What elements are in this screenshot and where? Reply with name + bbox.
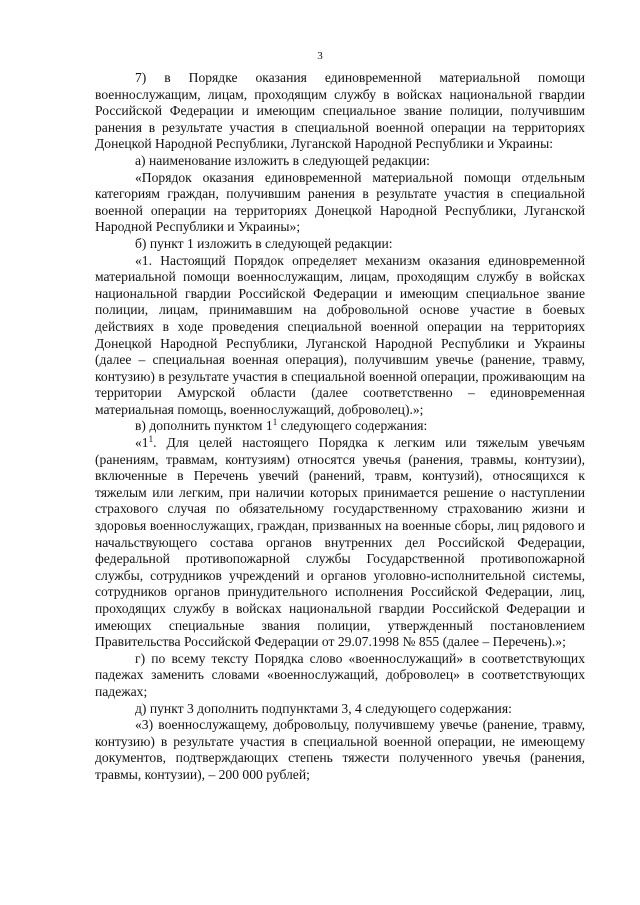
paragraph-subitem-b: б) пункт 1 изложить в следующей редакции: xyxy=(135,235,393,251)
page-number: 3 xyxy=(317,50,323,62)
point-1-1-number: «1 xyxy=(135,435,149,451)
paragraph-subitem-g: г) по всему тексту Порядка слово «военнослужащий» в соответствующих падежах заменить словами «военнослужащий, доброволец» в соответствующих падежах; xyxy=(95,650,585,699)
subitem-v-text-end: следующего содержания: xyxy=(277,418,428,434)
point-1-1-superscript: 1 xyxy=(148,434,154,445)
paragraph-quote-title: «Порядок оказания единовременной материальной помощи отдельным категориям граждан, получившим ранения в результате участия в специальной военной операции на территориях Донецкой Народной Республики, Луганской Народной Республики и Украины»; xyxy=(95,169,585,235)
paragraph-quote-point-1-1 xyxy=(95,435,585,651)
paragraph-quote-point-1: «1. Настоящий Порядок определяет механизм оказания единовременной материальной помощи военнослужащим, лицам, проходящим службу в войсках национальной гвардии Российской Федерации и имеющим специальное звание полиции, лицам, принимавшим на добровольной основе участие в боевых действиях в ходе проведения специальной военной операции на территориях Донецкой Народной Республики, Луганской Народной Республики и Украины (далее – специальная военная операция), получившим увечье (ранение, травму, контузию) в результате участия в специальной военной операции, проживающим на территории Амурской области (далее соответственно – единовременная материальная помощь, военнослужащий, доброволец).»; xyxy=(95,252,585,417)
paragraph-quote-subpoint-3: «3) военнослужащему, добровольцу, получившему увечье (ранение, травму, контузию) в результате участия в специальной военной операции, не имеющему документов, подтверждающих степень тяжести полученного увечья (ранения, травмы, контузии), – 200 000 рублей; xyxy=(95,717,585,782)
point-1-1-text: . Для целей настоящего Порядка к легким или тяжелым увечьям (ранениям, травмам, контузиям) относятся увечья (ранения, травмы, контузии), включенные в Перечень увечий (ранений, травм, контузий), относящихся к тяжелым или легким, при наличии которых принимается решение о наступлении страхового случая по обязательному государственному страхованию жизни и здоровья военнослужащих, граждан, призванных на военные сборы, лиц рядового и начальствующего состава органов внутренних дел Российской Федерации, федеральной противопожарной службы Государственной противопожарной службы, сотрудников учреждений и органов уголовно-исполнительной системы, сотрудников органов принудительного исполнения Российской Федерации, лиц, проходящих службу в войсках национальной гвардии Российской Федерации и имеющих специальные звания полиции, утвержденный постановлением Правительства Российской Федерации от 29.07.1998 № 855 (далее – Перечень).»; xyxy=(95,435,585,650)
paragraph-subitem-a: а) наименование изложить в следующей редакции: xyxy=(135,152,430,168)
paragraph-item-7: 7) в Порядке оказания единовременной материальной помощи военнослужащим, лицам, проходящим службу в войсках национальной гвардии Российской Федерации и имеющим специальное звание полиции, получившим ранения в результате участия в специальной военной операции на территориях Донецкой Народной Республики, Луганской Народной Республики и Украины: xyxy=(95,70,585,152)
paragraph-subitem-v xyxy=(95,418,585,435)
document-body xyxy=(95,70,585,784)
subitem-v-superscript: 1 xyxy=(272,417,278,428)
subitem-v-text: в) дополнить пунктом 1 xyxy=(135,418,273,434)
paragraph-subitem-d: д) пункт 3 дополнить подпунктами 3, 4 следующего содержания: xyxy=(135,700,512,716)
